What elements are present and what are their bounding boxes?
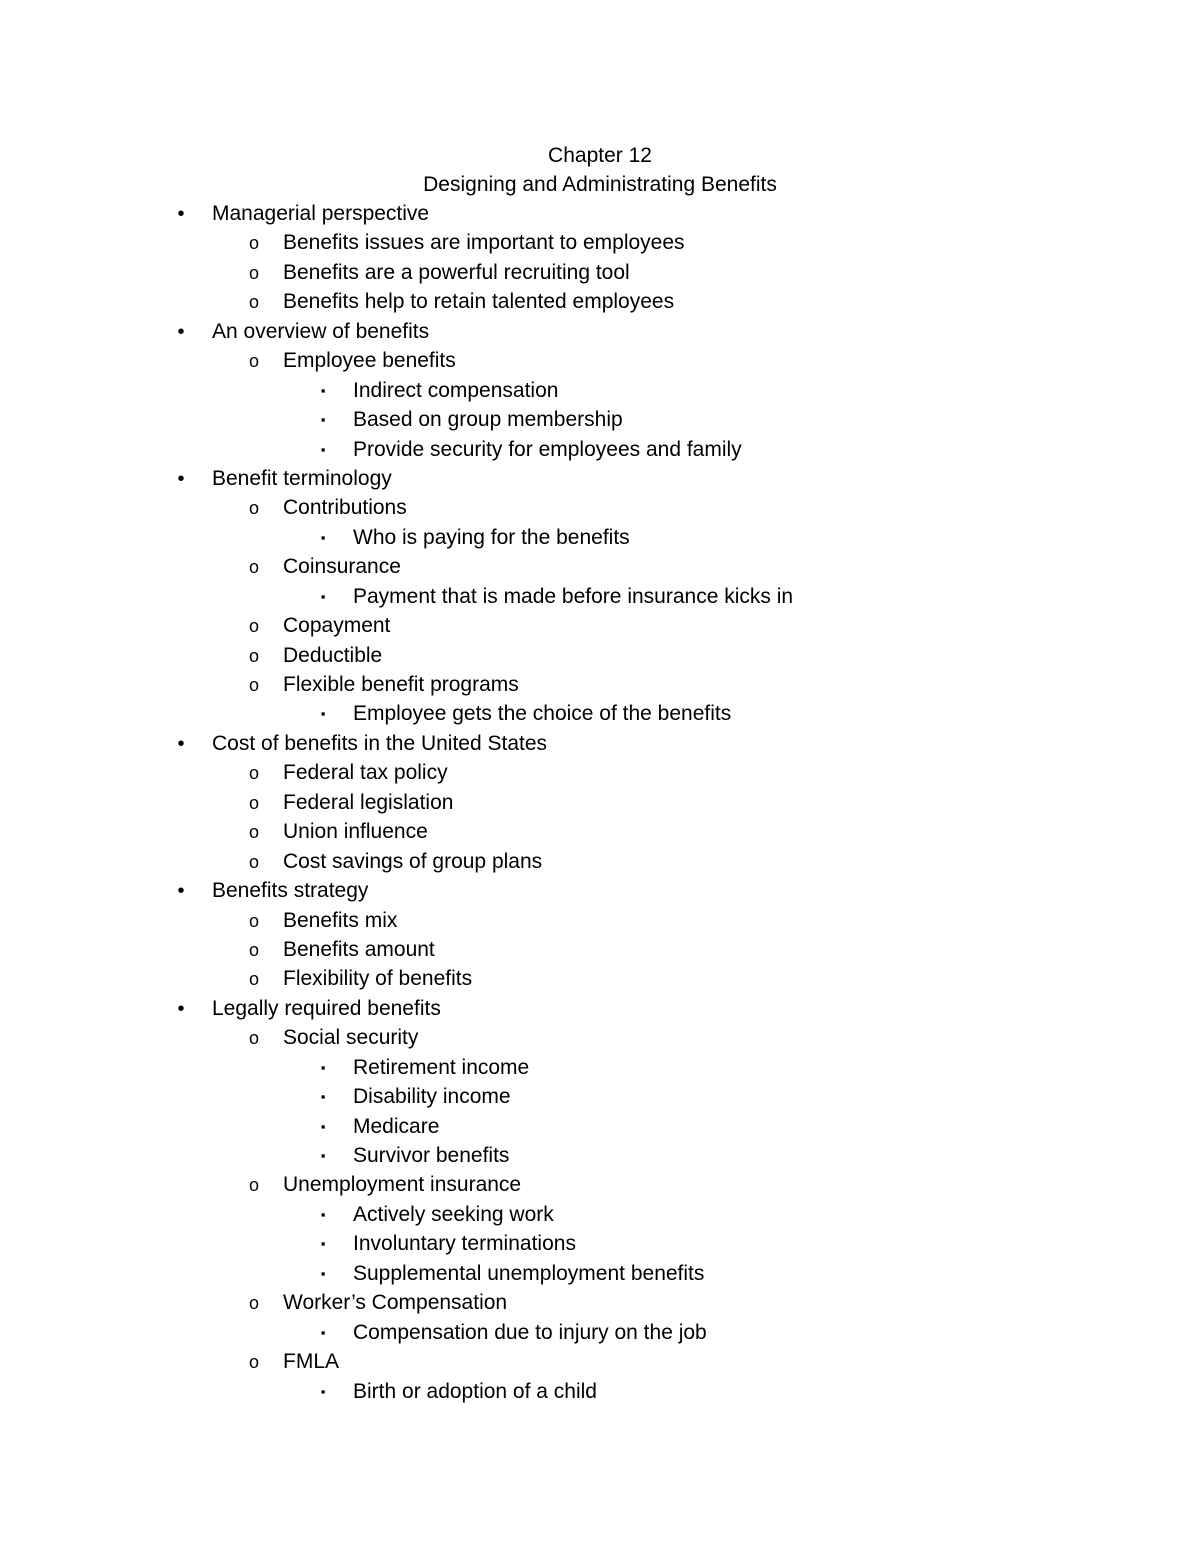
outline-item-text: Cost of benefits in the United States <box>212 731 548 755</box>
outline-item-level-2 <box>0 673 1200 702</box>
outline-item-level-3 <box>0 702 1200 731</box>
outline-item-text: Supplemental unemployment benefits <box>353 1261 705 1285</box>
bullet-square-icon: ▪ <box>320 529 326 545</box>
outline-item-text: Compensation due to injury on the job <box>353 1320 707 1344</box>
bullet-circle-icon: o <box>248 1352 259 1373</box>
outline-item-level-2 <box>0 349 1200 378</box>
bullet-square-icon: ▪ <box>320 1383 326 1399</box>
outline-item-text: Flexibility of benefits <box>283 967 473 991</box>
outline-item-level-3 <box>0 1262 1200 1291</box>
outline-item-level-2 <box>0 231 1200 260</box>
outline-item-level-3 <box>0 1321 1200 1350</box>
outline-item-text: FMLA <box>283 1350 340 1374</box>
outline-item-text: Benefits help to retain talented employees <box>283 290 675 314</box>
bullet-dot-icon: • <box>177 880 185 903</box>
outline-item-level-2 <box>0 967 1200 996</box>
bullet-circle-icon: o <box>248 233 259 254</box>
bullet-circle-icon: o <box>248 292 259 313</box>
bullet-dot-icon: • <box>177 467 185 490</box>
outline-list <box>0 202 1200 1409</box>
bullet-circle-icon: o <box>248 557 259 578</box>
outline-item-level-3 <box>0 1232 1200 1261</box>
outline-item-level-2 <box>0 1350 1200 1379</box>
outline-item-level-2 <box>0 1026 1200 1055</box>
outline-item-text: Coinsurance <box>283 555 401 579</box>
bullet-square-icon: ▪ <box>320 441 326 457</box>
outline-item-level-3 <box>0 379 1200 408</box>
bullet-square-icon: ▪ <box>320 1148 326 1163</box>
bullet-circle-icon: o <box>248 616 259 637</box>
bullet-circle-icon: o <box>248 351 259 372</box>
outline-item-text: Worker’s Compensation <box>283 1291 508 1315</box>
outline-item-text: Payment that is made before insurance kicks in <box>353 584 794 608</box>
outline-item-level-2 <box>0 791 1200 820</box>
bullet-square-icon: ▪ <box>320 382 326 398</box>
outline-item-level-2 <box>0 496 1200 525</box>
outline-item-text: Who is paying for the benefits <box>353 525 630 549</box>
bullet-circle-icon: o <box>248 645 259 666</box>
outline-item-text: Based on group membership <box>353 408 623 432</box>
outline-item-text: Benefits issues are important to employees <box>283 231 685 255</box>
outline-item-level-3 <box>0 408 1200 437</box>
outline-item-level-2 <box>0 261 1200 290</box>
outline-item-level-2 <box>0 644 1200 673</box>
bullet-square-icon: ▪ <box>320 706 326 722</box>
outline-item-text: Deductible <box>283 643 383 667</box>
bullet-circle-icon: o <box>248 763 259 784</box>
document-title: Chapter 12 <box>548 144 652 167</box>
outline-item-level-2 <box>0 555 1200 584</box>
outline-item-text: Retirement income <box>353 1055 530 1079</box>
outline-item-level-3 <box>0 1085 1200 1114</box>
outline-item-text: Contributions <box>283 496 407 520</box>
bullet-square-icon: ▪ <box>320 588 326 604</box>
outline-item-level-1 <box>0 879 1200 908</box>
outline-item-level-1 <box>0 467 1200 496</box>
outline-item-text: Unemployment insurance <box>283 1173 522 1197</box>
bullet-circle-icon: o <box>248 939 259 960</box>
outline-item-level-1 <box>0 320 1200 349</box>
outline-item-level-2 <box>0 820 1200 849</box>
bullet-square-icon: ▪ <box>320 1118 326 1134</box>
outline-item-level-3 <box>0 1115 1200 1144</box>
bullet-dot-icon: • <box>177 732 185 755</box>
bullet-circle-icon: o <box>248 851 259 872</box>
outline-item-text: Benefits amount <box>283 937 435 961</box>
outline-item-text: Benefit terminology <box>212 466 392 490</box>
bullet-dot-icon: • <box>177 203 185 225</box>
outline-item-level-3 <box>0 526 1200 555</box>
outline-item-text: Copayment <box>283 614 391 638</box>
outline-item-level-1 <box>0 732 1200 761</box>
outline-item-level-3 <box>0 1144 1200 1173</box>
bullet-circle-icon: o <box>248 792 259 813</box>
outline-item-level-1 <box>0 997 1200 1026</box>
bullet-circle-icon: o <box>248 910 259 931</box>
outline-item-text: Benefits strategy <box>212 879 369 903</box>
bullet-square-icon: ▪ <box>320 1324 326 1340</box>
bullet-circle-icon: o <box>248 675 259 695</box>
outline-item-text: Cost savings of group plans <box>283 849 543 873</box>
outline-item-text: Benefits are a powerful recruiting tool <box>283 260 630 284</box>
bullet-circle-icon: o <box>248 822 259 843</box>
outline-item-level-1 <box>0 202 1200 231</box>
outline-item-text: Disability income <box>353 1085 511 1109</box>
outline-item-level-2 <box>0 1291 1200 1320</box>
outline-item-text: Involuntary terminations <box>353 1232 576 1256</box>
bullet-circle-icon: o <box>248 262 259 283</box>
outline-item-level-2 <box>0 761 1200 790</box>
outline-item-text: Employee gets the choice of the benefits <box>353 702 732 726</box>
outline-item-text: Survivor benefits <box>353 1144 510 1167</box>
outline-item-text: Benefits mix <box>283 908 398 932</box>
outline-item-level-2 <box>0 290 1200 319</box>
outline-item-level-2 <box>0 1173 1200 1202</box>
outline-item-text: Provide security for employees and family <box>353 437 742 461</box>
bullet-square-icon: ▪ <box>320 1236 326 1252</box>
bullet-square-icon: ▪ <box>320 412 326 428</box>
outline-item-text: Medicare <box>353 1114 440 1138</box>
outline-item-level-3 <box>0 1203 1200 1232</box>
bullet-circle-icon: o <box>248 969 259 990</box>
outline-item-level-3 <box>0 1056 1200 1085</box>
outline-item-text: Birth or adoption of a child <box>353 1379 597 1403</box>
bullet-square-icon: ▪ <box>320 1206 326 1222</box>
outline-item-text: Flexible benefit programs <box>283 673 519 696</box>
outline-item-text: Indirect compensation <box>353 378 559 402</box>
bullet-circle-icon: o <box>248 1293 259 1314</box>
outline-item-text: Employee benefits <box>283 349 456 373</box>
bullet-square-icon: ▪ <box>320 1265 326 1281</box>
outline-item-text: Union influence <box>283 820 428 844</box>
outline-item-text: Federal tax policy <box>283 761 448 785</box>
outline-item-level-2 <box>0 909 1200 938</box>
outline-item-text: Federal legislation <box>283 790 454 814</box>
bullet-circle-icon: o <box>248 498 259 519</box>
bullet-circle-icon: o <box>248 1175 259 1196</box>
outline-item-level-2 <box>0 614 1200 643</box>
outline-item-level-2 <box>0 938 1200 967</box>
document-subtitle: Designing and Administrating Benefits <box>423 173 777 196</box>
bullet-circle-icon: o <box>248 1028 259 1049</box>
outline-item-level-2 <box>0 850 1200 879</box>
outline-item-level-3 <box>0 1380 1200 1409</box>
bullet-square-icon: ▪ <box>320 1089 326 1105</box>
bullet-square-icon: ▪ <box>320 1059 326 1075</box>
outline-item-text: An overview of benefits <box>212 319 430 343</box>
bullet-dot-icon: • <box>177 320 185 343</box>
bullet-dot-icon: • <box>177 997 185 1020</box>
outline-item-text: Legally required benefits <box>212 996 441 1020</box>
outline-item-level-3 <box>0 438 1200 467</box>
outline-item-level-3 <box>0 585 1200 614</box>
outline-item-text: Managerial perspective <box>212 202 430 225</box>
outline-item-text: Actively seeking work <box>353 1202 554 1226</box>
outline-item-text: Social security <box>283 1026 419 1050</box>
